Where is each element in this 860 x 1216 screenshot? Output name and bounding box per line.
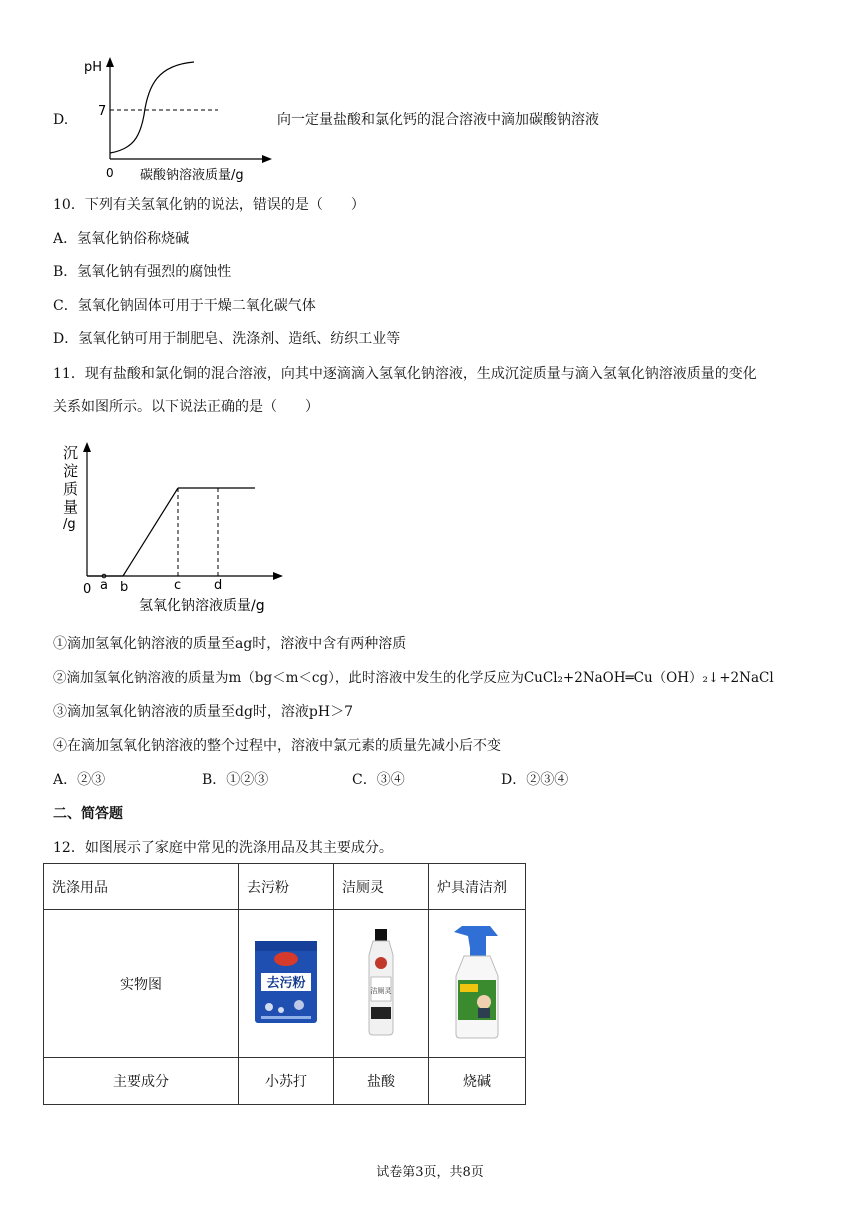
header-cell: 洗涤用品 [44, 864, 239, 910]
cleaning-powder-bag-image [251, 937, 321, 1027]
precipitate-axis-label-2: 淀 [63, 462, 79, 480]
svg-text:去污粉: 去污粉 [266, 975, 306, 991]
q11-statement-4: ④在滴加氢氧化钠溶液的整个过程中，溶液中氯元素的质量先减小后不变 [53, 738, 501, 754]
ph-origin: 0 [106, 166, 114, 180]
q11-stem-line2: 关系如图所示。以下说法正确的是（ ） [53, 399, 319, 415]
q11-choice-b: B．①②③ [202, 772, 269, 788]
ph-axis-label: pH [84, 60, 103, 75]
label-d: d [214, 578, 223, 593]
q11-statement-2: ②滴加氢氧化钠溶液的质量为m（bg＜m＜cg），此时溶液中发生的化学反应为CuCl₂+2NaOH═Cu（OH）₂↓+2NaCl [53, 670, 774, 686]
page-footer: 试卷第3页，共8页 [376, 1165, 484, 1180]
component-cell: 烧碱 [429, 1058, 526, 1105]
table-component-row [44, 1058, 526, 1105]
stove-cleaner-image-cell [429, 910, 526, 1058]
table-image-row [44, 910, 526, 1058]
q11-statement-1: ①滴加氢氧化钠溶液的质量至ag时，溶液中含有两种溶质 [53, 636, 407, 652]
ph-x-axis-label: 碳酸钠溶液质量/g [140, 168, 244, 183]
section-heading: 二、简答题 [53, 806, 123, 822]
table-header-row [44, 864, 526, 910]
q9-option-d-label: D. [53, 112, 69, 128]
label-b: b [120, 580, 129, 595]
header-cell: 去污粉 [239, 864, 334, 910]
label-c: c [174, 578, 182, 593]
label-origin: 0 [83, 582, 92, 597]
ph-curve [110, 62, 194, 153]
q10-stem: 10．下列有关氢氧化钠的说法，错误的是（ ） [53, 197, 365, 213]
ph-tick-7: 7 [98, 104, 107, 119]
component-cell: 小苏打 [239, 1058, 334, 1105]
label-a: a [100, 578, 108, 593]
q9-option-d-description: 向一定量盐酸和氯化钙的混合溶液中滴加碳酸钠溶液 [277, 112, 599, 128]
q11-choice-c: C．③④ [352, 772, 405, 788]
component-cell: 盐酸 [334, 1058, 429, 1105]
powder-image-cell [239, 910, 334, 1058]
precipitate-axis-label-4: 量 [63, 498, 79, 516]
cleaning-products-table [43, 863, 526, 1105]
q11-choice-d: D．②③④ [501, 772, 569, 788]
q11-stem-line1: 11．现有盐酸和氯化铜的混合溶液，向其中逐滴滴入氢氧化钠溶液，生成沉淀质量与滴入氢氧化钠溶液质量的变化 [53, 366, 757, 382]
q11-precipitate-chart [55, 438, 295, 618]
toilet-cleaner-bottle-image [359, 927, 403, 1037]
header-cell: 炉具清洁剂 [429, 864, 526, 910]
q9-ph-chart [78, 55, 278, 185]
naoh-x-axis-label: 氢氧化钠溶液质量/g [139, 598, 265, 614]
precipitate-axis-label-3: 质 [63, 480, 79, 498]
svg-text:洁厕灵: 洁厕灵 [370, 986, 392, 995]
q11-choice-a: A．②③ [53, 772, 106, 788]
header-cell: 洁厕灵 [334, 864, 429, 910]
image-row-label: 实物图 [44, 910, 239, 1058]
toilet-cleaner-image-cell [334, 910, 429, 1058]
q11-statement-3: ③滴加氢氧化钠溶液的质量至dg时，溶液pH＞7 [53, 704, 354, 720]
q12-stem: 12．如图展示了家庭中常见的洗涤用品及其主要成分。 [53, 840, 393, 856]
q10-option-b: B．氢氧化钠有强烈的腐蚀性 [53, 264, 232, 280]
precipitate-axis-label-5: /g [63, 517, 76, 532]
q10-option-a: A．氢氧化钠俗称烧碱 [53, 231, 190, 247]
q10-option-d: D．氢氧化钠可用于制肥皂、洗涤剂、造纸、纺织工业等 [53, 331, 401, 347]
component-cell: 主要成分 [44, 1058, 239, 1105]
q10-option-c: C．氢氧化钠固体可用于干燥二氧化碳气体 [53, 298, 316, 314]
stove-cleaner-spray-bottle-image [442, 922, 512, 1042]
precipitate-axis-label-1: 沉 [63, 444, 79, 462]
